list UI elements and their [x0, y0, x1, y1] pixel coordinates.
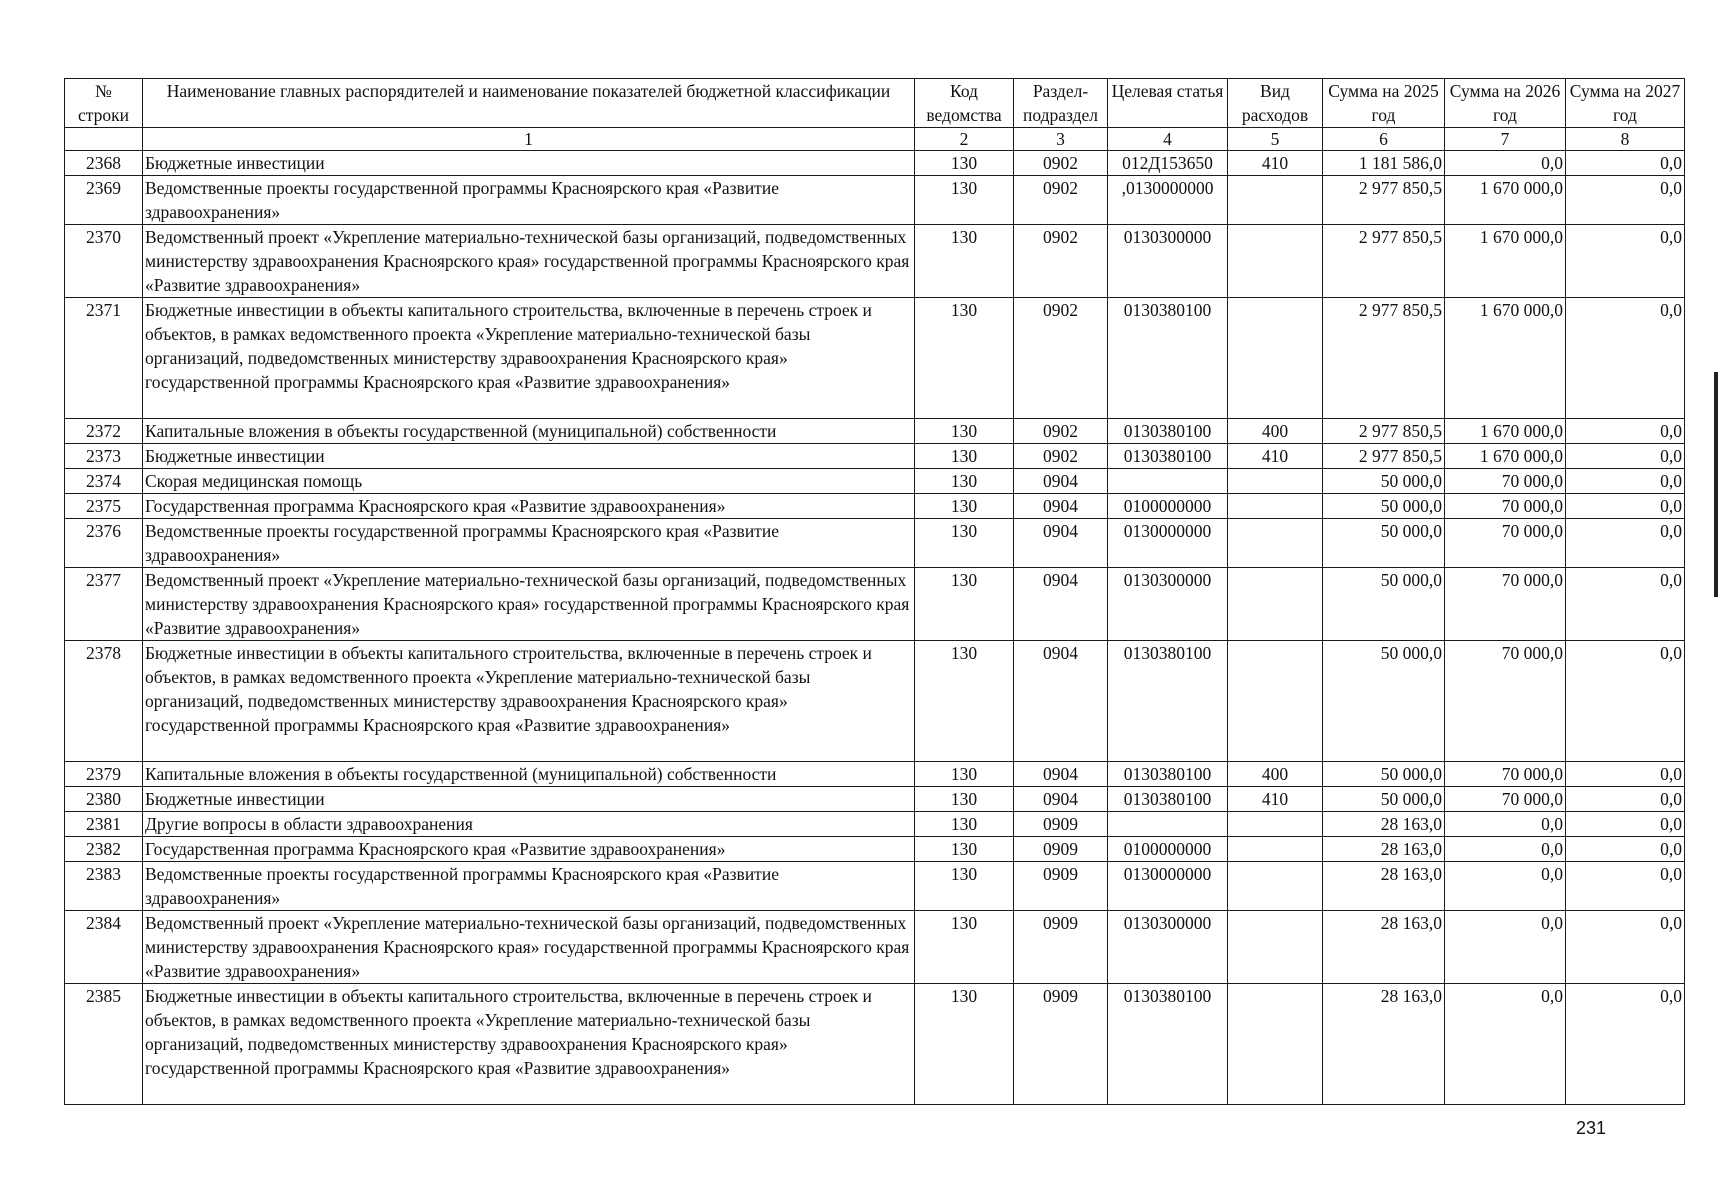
- row-name: Бюджетные инвестиции в объекты капитального строительства, включенные в перечень строек и объектов, в рамках ведомственного проекта «Укрепление материально-технической базы организаций, подведомственных министерству здравоохранения Красноярского края» государственной программы Красноярского края «Развитие здравоохранения»: [143, 298, 915, 419]
- row-target: 0130300000: [1108, 225, 1228, 298]
- column-number: 3: [1014, 128, 1108, 151]
- row-number: 2372: [65, 419, 143, 444]
- row-sum-2025: 2 977 850,5: [1323, 298, 1445, 419]
- row-section: 0909: [1014, 862, 1108, 911]
- row-name: Ведомственные проекты государственной программы Красноярского края «Развитие здравоохранения»: [143, 176, 915, 225]
- row-number: 2385: [65, 984, 143, 1105]
- row-name: Капитальные вложения в объекты государственной (муниципальной) собственности: [143, 419, 915, 444]
- row-section: 0904: [1014, 469, 1108, 494]
- row-sum-2026: 70 000,0: [1445, 469, 1566, 494]
- row-sum-2026: 70 000,0: [1445, 762, 1566, 787]
- table-row: [65, 762, 1685, 787]
- row-number: 2368: [65, 151, 143, 176]
- row-exp-type: [1228, 862, 1323, 911]
- row-sum-2027: 0,0: [1566, 419, 1685, 444]
- row-name: Государственная программа Красноярского края «Развитие здравоохранения»: [143, 837, 915, 862]
- header-sum-2026: Сумма на 2026 год: [1445, 79, 1566, 128]
- row-dept-code: 130: [915, 812, 1014, 837]
- column-number: 4: [1108, 128, 1228, 151]
- row-target: 0130380100: [1108, 641, 1228, 762]
- table-row: [65, 444, 1685, 469]
- table-row: [65, 641, 1685, 762]
- row-number: 2373: [65, 444, 143, 469]
- row-sum-2026: 70 000,0: [1445, 519, 1566, 568]
- row-target: 0130380100: [1108, 419, 1228, 444]
- row-target: [1108, 812, 1228, 837]
- row-dept-code: 130: [915, 444, 1014, 469]
- column-number: 1: [143, 128, 915, 151]
- row-exp-type: [1228, 837, 1323, 862]
- row-name: Ведомственный проект «Укрепление материально-технической базы организаций, подведомственных министерству здравоохранения Красноярского края» государственной программы Красноярского края «Развитие здравоохранения»: [143, 225, 915, 298]
- row-sum-2027: 0,0: [1566, 984, 1685, 1105]
- header-row-num: № строки: [65, 79, 143, 128]
- table-row: [65, 787, 1685, 812]
- scan-edge-mark: [1714, 372, 1718, 597]
- header-target: Целевая статья: [1108, 79, 1228, 128]
- header-row: [65, 79, 1685, 128]
- row-name: Бюджетные инвестиции: [143, 787, 915, 812]
- row-exp-type: [1228, 911, 1323, 984]
- table-row: [65, 151, 1685, 176]
- row-name: Капитальные вложения в объекты государственной (муниципальной) собственности: [143, 762, 915, 787]
- header-sum-2025: Сумма на 2025 год: [1323, 79, 1445, 128]
- row-section: 0909: [1014, 911, 1108, 984]
- row-sum-2026: 0,0: [1445, 984, 1566, 1105]
- row-dept-code: 130: [915, 568, 1014, 641]
- row-number: 2377: [65, 568, 143, 641]
- header-dept-code: Код ведомства: [915, 79, 1014, 128]
- row-number: 2369: [65, 176, 143, 225]
- row-target: 012Д153650: [1108, 151, 1228, 176]
- row-exp-type: [1228, 519, 1323, 568]
- row-sum-2027: 0,0: [1566, 176, 1685, 225]
- row-exp-type: 400: [1228, 762, 1323, 787]
- row-exp-type: 400: [1228, 419, 1323, 444]
- row-name: Другие вопросы в области здравоохранения: [143, 812, 915, 837]
- row-sum-2025: 2 977 850,5: [1323, 225, 1445, 298]
- row-name: Бюджетные инвестиции: [143, 151, 915, 176]
- budget-table: [64, 78, 1685, 1105]
- row-sum-2025: 28 163,0: [1323, 862, 1445, 911]
- row-sum-2026: 70 000,0: [1445, 787, 1566, 812]
- row-sum-2025: 50 000,0: [1323, 494, 1445, 519]
- row-dept-code: 130: [915, 494, 1014, 519]
- row-target: ,0130000000: [1108, 176, 1228, 225]
- row-sum-2027: 0,0: [1566, 225, 1685, 298]
- row-sum-2025: 50 000,0: [1323, 519, 1445, 568]
- row-section: 0902: [1014, 225, 1108, 298]
- table-row: [65, 984, 1685, 1105]
- row-dept-code: 130: [915, 419, 1014, 444]
- column-number: 8: [1566, 128, 1685, 151]
- row-target: 0130380100: [1108, 787, 1228, 812]
- row-number: 2379: [65, 762, 143, 787]
- page-number: 231: [1576, 1118, 1607, 1138]
- column-number-blank: [65, 128, 143, 151]
- row-exp-type: [1228, 176, 1323, 225]
- table-row: [65, 298, 1685, 419]
- row-sum-2025: 28 163,0: [1323, 837, 1445, 862]
- row-exp-type: [1228, 469, 1323, 494]
- row-name: Бюджетные инвестиции в объекты капитального строительства, включенные в перечень строек и объектов, в рамках ведомственного проекта «Укрепление материально-технической базы организаций, подведомственных министерству здравоохранения Красноярского края» государственной программы Красноярского края «Развитие здравоохранения»: [143, 641, 915, 762]
- row-exp-type: [1228, 225, 1323, 298]
- row-sum-2026: 0,0: [1445, 812, 1566, 837]
- row-sum-2025: 28 163,0: [1323, 812, 1445, 837]
- row-section: 0904: [1014, 641, 1108, 762]
- row-target: 0130300000: [1108, 568, 1228, 641]
- row-exp-type: [1228, 494, 1323, 519]
- header-section: Раздел-подраздел: [1014, 79, 1108, 128]
- row-number: 2382: [65, 837, 143, 862]
- row-dept-code: 130: [915, 837, 1014, 862]
- row-sum-2027: 0,0: [1566, 762, 1685, 787]
- row-sum-2027: 0,0: [1566, 641, 1685, 762]
- row-name: Бюджетные инвестиции в объекты капитального строительства, включенные в перечень строек и объектов, в рамках ведомственного проекта «Укрепление материально-технической базы организаций, подведомственных министерству здравоохранения Красноярского края» государственной программы Красноярского края «Развитие здравоохранения»: [143, 984, 915, 1105]
- row-name: Бюджетные инвестиции: [143, 444, 915, 469]
- column-number: 2: [915, 128, 1014, 151]
- row-number: 2374: [65, 469, 143, 494]
- row-exp-type: 410: [1228, 151, 1323, 176]
- row-sum-2026: 70 000,0: [1445, 641, 1566, 762]
- row-number: 2371: [65, 298, 143, 419]
- row-section: 0902: [1014, 419, 1108, 444]
- row-dept-code: 130: [915, 176, 1014, 225]
- row-target: 0130300000: [1108, 911, 1228, 984]
- row-exp-type: [1228, 568, 1323, 641]
- row-sum-2026: 70 000,0: [1445, 494, 1566, 519]
- row-dept-code: 130: [915, 519, 1014, 568]
- row-number: 2384: [65, 911, 143, 984]
- row-number: 2381: [65, 812, 143, 837]
- row-number: 2375: [65, 494, 143, 519]
- row-sum-2027: 0,0: [1566, 444, 1685, 469]
- table-row: [65, 519, 1685, 568]
- row-section: 0904: [1014, 787, 1108, 812]
- row-sum-2026: 0,0: [1445, 911, 1566, 984]
- table-row: [65, 494, 1685, 519]
- row-dept-code: 130: [915, 787, 1014, 812]
- row-sum-2025: 28 163,0: [1323, 984, 1445, 1105]
- row-dept-code: 130: [915, 298, 1014, 419]
- row-exp-type: [1228, 298, 1323, 419]
- table-row: [65, 568, 1685, 641]
- row-sum-2025: 2 977 850,5: [1323, 176, 1445, 225]
- row-target: 0100000000: [1108, 837, 1228, 862]
- row-target: 0130000000: [1108, 519, 1228, 568]
- row-dept-code: 130: [915, 469, 1014, 494]
- row-number: 2376: [65, 519, 143, 568]
- table-row: [65, 225, 1685, 298]
- row-target: 0130380100: [1108, 984, 1228, 1105]
- row-number: 2378: [65, 641, 143, 762]
- table-row: [65, 419, 1685, 444]
- row-section: 0902: [1014, 176, 1108, 225]
- table-row: [65, 469, 1685, 494]
- table-row: [65, 862, 1685, 911]
- row-sum-2026: 1 670 000,0: [1445, 176, 1566, 225]
- row-target: 0100000000: [1108, 494, 1228, 519]
- row-name: Государственная программа Красноярского края «Развитие здравоохранения»: [143, 494, 915, 519]
- row-sum-2027: 0,0: [1566, 812, 1685, 837]
- row-exp-type: [1228, 812, 1323, 837]
- row-target: 0130380100: [1108, 444, 1228, 469]
- row-exp-type: [1228, 641, 1323, 762]
- column-number-row: [65, 128, 1685, 151]
- row-section: 0909: [1014, 837, 1108, 862]
- row-target: [1108, 469, 1228, 494]
- row-dept-code: 130: [915, 151, 1014, 176]
- row-sum-2025: 50 000,0: [1323, 787, 1445, 812]
- header-name: Наименование главных распорядителей и наименование показателей бюджетной классификации: [143, 79, 915, 128]
- row-section: 0904: [1014, 494, 1108, 519]
- table-row: [65, 176, 1685, 225]
- row-target: 0130000000: [1108, 862, 1228, 911]
- row-sum-2027: 0,0: [1566, 911, 1685, 984]
- row-dept-code: 130: [915, 984, 1014, 1105]
- row-dept-code: 130: [915, 762, 1014, 787]
- row-number: 2380: [65, 787, 143, 812]
- row-sum-2025: 50 000,0: [1323, 568, 1445, 641]
- row-section: 0909: [1014, 984, 1108, 1105]
- row-sum-2027: 0,0: [1566, 298, 1685, 419]
- row-sum-2025: 50 000,0: [1323, 641, 1445, 762]
- row-dept-code: 130: [915, 641, 1014, 762]
- row-sum-2027: 0,0: [1566, 862, 1685, 911]
- row-sum-2027: 0,0: [1566, 837, 1685, 862]
- row-sum-2027: 0,0: [1566, 568, 1685, 641]
- row-target: 0130380100: [1108, 298, 1228, 419]
- row-section: 0909: [1014, 812, 1108, 837]
- column-number: 5: [1228, 128, 1323, 151]
- row-sum-2026: 0,0: [1445, 862, 1566, 911]
- row-dept-code: 130: [915, 862, 1014, 911]
- row-dept-code: 130: [915, 225, 1014, 298]
- row-sum-2027: 0,0: [1566, 494, 1685, 519]
- row-sum-2027: 0,0: [1566, 469, 1685, 494]
- row-name: Ведомственные проекты государственной программы Красноярского края «Развитие здравоохранения»: [143, 862, 915, 911]
- row-sum-2027: 0,0: [1566, 519, 1685, 568]
- row-sum-2026: 70 000,0: [1445, 568, 1566, 641]
- row-number: 2370: [65, 225, 143, 298]
- row-name: Ведомственный проект «Укрепление материально-технической базы организаций, подведомственных министерству здравоохранения Красноярского края» государственной программы Красноярского края «Развитие здравоохранения»: [143, 568, 915, 641]
- row-sum-2026: 1 670 000,0: [1445, 444, 1566, 469]
- row-section: 0902: [1014, 444, 1108, 469]
- row-sum-2025: 50 000,0: [1323, 469, 1445, 494]
- row-section: 0904: [1014, 762, 1108, 787]
- row-exp-type: [1228, 984, 1323, 1105]
- row-sum-2025: 2 977 850,5: [1323, 419, 1445, 444]
- table-row: [65, 911, 1685, 984]
- column-number: 7: [1445, 128, 1566, 151]
- row-sum-2027: 0,0: [1566, 787, 1685, 812]
- row-section: 0904: [1014, 519, 1108, 568]
- row-sum-2026: 1 670 000,0: [1445, 419, 1566, 444]
- row-sum-2025: 2 977 850,5: [1323, 444, 1445, 469]
- table-row: [65, 837, 1685, 862]
- table-row: [65, 812, 1685, 837]
- row-name: Ведомственные проекты государственной программы Красноярского края «Развитие здравоохранения»: [143, 519, 915, 568]
- row-sum-2027: 0,0: [1566, 151, 1685, 176]
- row-sum-2025: 50 000,0: [1323, 762, 1445, 787]
- row-sum-2025: 1 181 586,0: [1323, 151, 1445, 176]
- row-target: 0130380100: [1108, 762, 1228, 787]
- row-section: 0902: [1014, 151, 1108, 176]
- row-sum-2026: 1 670 000,0: [1445, 225, 1566, 298]
- row-name: Скорая медицинская помощь: [143, 469, 915, 494]
- row-name: Ведомственный проект «Укрепление материально-технической базы организаций, подведомственных министерству здравоохранения Красноярского края» государственной программы Красноярского края «Развитие здравоохранения»: [143, 911, 915, 984]
- row-section: 0904: [1014, 568, 1108, 641]
- column-number: 6: [1323, 128, 1445, 151]
- row-number: 2383: [65, 862, 143, 911]
- row-sum-2026: 1 670 000,0: [1445, 298, 1566, 419]
- header-sum-2027: Сумма на 2027 год: [1566, 79, 1685, 128]
- row-dept-code: 130: [915, 911, 1014, 984]
- row-sum-2026: 0,0: [1445, 151, 1566, 176]
- row-exp-type: 410: [1228, 444, 1323, 469]
- row-sum-2025: 28 163,0: [1323, 911, 1445, 984]
- header-exp-type: Вид расходов: [1228, 79, 1323, 128]
- row-section: 0902: [1014, 298, 1108, 419]
- row-sum-2026: 0,0: [1445, 837, 1566, 862]
- row-exp-type: 410: [1228, 787, 1323, 812]
